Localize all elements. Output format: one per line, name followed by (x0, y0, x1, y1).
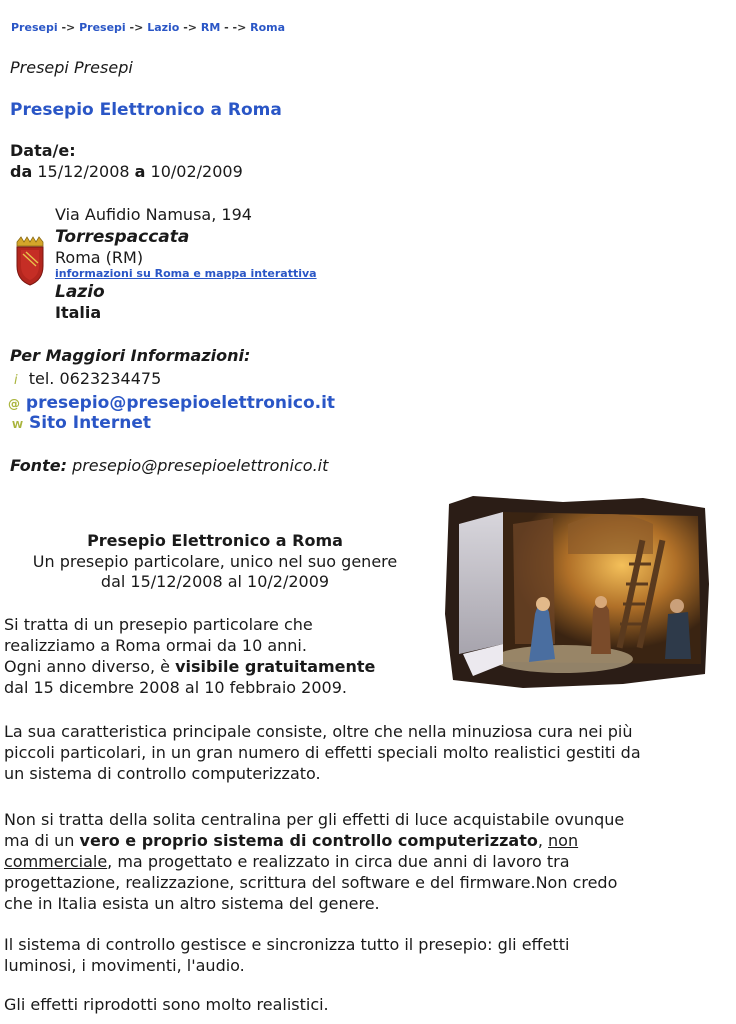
text-line: Si tratta di un presepio particolare che (4, 615, 313, 634)
breadcrumb-link-lazio[interactable]: Lazio (147, 21, 180, 34)
breadcrumb-separator: -> (129, 21, 144, 34)
source-label: Fonte: (10, 456, 67, 475)
underline-commerciale: commerciale (4, 852, 108, 871)
dates-to-word: a (134, 162, 146, 181)
info-icon: i (14, 373, 18, 388)
text-line: La sua caratteristica principale consiste, oltre che nella minuziosa cura nei più (4, 722, 633, 741)
page-subtitle: Presepi Presepi (10, 58, 133, 77)
text-line: ma di un (4, 831, 80, 850)
text-line: luminosi, i movimenti, l'audio. (4, 956, 245, 975)
website-link[interactable]: Sito Internet (28, 413, 151, 433)
dates-from: 15/12/2008 (37, 162, 130, 181)
text-line: realizziamo a Roma ormai da 10 anni. (4, 636, 307, 655)
nativity-scene-photo (443, 494, 711, 690)
web-icon: W (12, 420, 24, 431)
more-info-heading: Per Maggiori Informazioni: (10, 346, 251, 365)
article-period: dal 15/12/2008 al 10/2/2009 (100, 572, 330, 591)
article-paragraph-4 (4, 934, 732, 976)
address-country: Italia (55, 303, 102, 322)
highlight-control-system: vero e proprio sistema di controllo computerizzato (79, 831, 538, 850)
breadcrumb-separator: - -> (224, 21, 247, 34)
text-line: che in Italia esista un altro sistema del genere. (4, 894, 380, 913)
underline-non: non (548, 831, 579, 850)
dates-from-word: da (10, 162, 33, 181)
address-city: Roma (RM) (55, 248, 144, 267)
breadcrumb-separator: -> (183, 21, 197, 34)
text-line: piccoli particolari, in un gran numero di effetti speciali molto realistici gestiti da (4, 743, 641, 762)
breadcrumb-separator: -> (61, 21, 76, 34)
breadcrumb-link-presepi-1[interactable]: Presepi (11, 21, 58, 34)
phone-line (14, 369, 161, 388)
article-heading: Presepio Elettronico a Roma (87, 531, 343, 550)
email-line (8, 393, 335, 413)
page-title: Presepio Elettronico a Roma (10, 100, 282, 120)
text-line: Non si tratta della solita centralina per gli effetti di luce acquistabile ovunque (4, 810, 625, 829)
dates-to: 10/02/2009 (150, 162, 243, 181)
address-region: Lazio (55, 282, 105, 302)
text-line: dal 15 dicembre 2008 al 10 febbraio 2009. (4, 678, 347, 697)
source-value: presepio@presepioelettronico.it (72, 456, 329, 475)
article-paragraph-2 (4, 721, 732, 784)
breadcrumb-link-presepi-2[interactable]: Presepi (79, 21, 126, 34)
email-link[interactable]: presepio@presepioelettronico.it (25, 393, 336, 413)
text-line: Ogni anno diverso, è (4, 657, 176, 676)
text-line: un sistema di controllo computerizzato. (4, 764, 321, 783)
text-line: progettazione, realizzazione, scrittura del software e del firmware.Non credo (4, 873, 618, 892)
at-icon: @ (8, 397, 20, 411)
address-street: Via Aufidio Namusa, 194 (55, 205, 252, 224)
website-line (12, 413, 151, 433)
dates-range (10, 162, 243, 181)
address-district: Torrespaccata (55, 227, 190, 247)
article-paragraph-3 (4, 809, 732, 914)
breadcrumb (11, 21, 285, 34)
text-line: , (537, 831, 549, 850)
rome-info-map-link[interactable]: informazioni su Roma e mappa interattiva (55, 267, 317, 280)
source-line (10, 456, 328, 475)
highlight-free-entry: visibile gratuitamente (175, 657, 376, 676)
rome-crest-icon (14, 236, 46, 286)
text-line: Il sistema di controllo gestisce e sincronizza tutto il presepio: gli effetti (4, 935, 570, 954)
breadcrumb-link-roma[interactable]: Roma (250, 21, 286, 34)
text-line: , ma progettato e realizzato in circa due anni di lavoro tra (107, 852, 570, 871)
article-paragraph-1 (4, 614, 434, 698)
article-paragraph-5: Gli effetti riprodotti sono molto realistici. (4, 995, 329, 1014)
dates-label: Data/e: (10, 141, 76, 160)
phone-number: tel. 0623234475 (28, 369, 162, 388)
breadcrumb-link-rm[interactable]: RM (200, 21, 221, 34)
article-tagline: Un presepio particolare, unico nel suo genere (32, 552, 398, 571)
